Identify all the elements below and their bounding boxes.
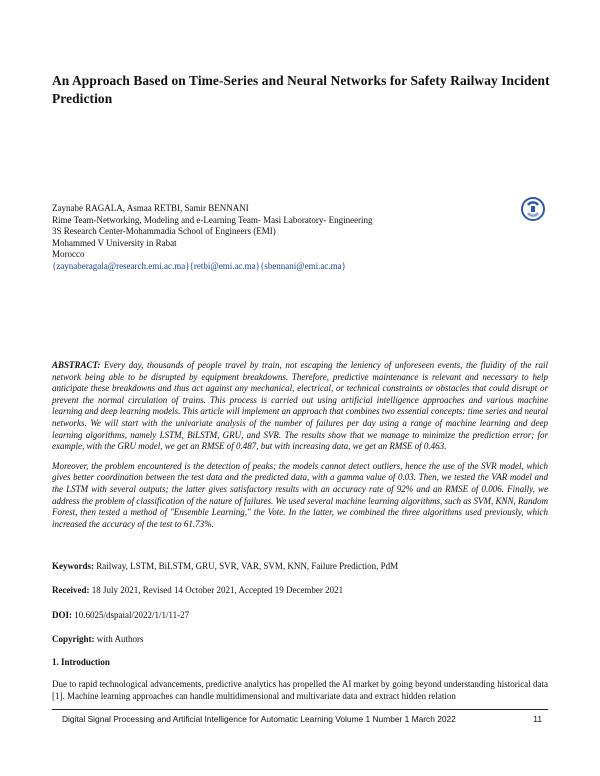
- keywords: Keywords: Railway, LSTM, BiLSTM, GRU, SVR, VAR, SVM, KNN, Failure Prediction, PdM: [52, 561, 399, 571]
- affiliation-line: Rime Team-Networking, Modeling and e-Learning Team- Masi Laboratory- Engineering: [52, 214, 373, 225]
- author-names: Zaynabe RAGALA, Asmaa RETBI, Samir BENNANI: [52, 203, 249, 213]
- page-footer: [52, 709, 548, 724]
- affiliation-line: Mohammed V University in Rabat: [52, 237, 177, 248]
- abstract-label: ABSTRACT:: [52, 360, 101, 370]
- author-block: [52, 203, 452, 273]
- paper-title: An Approach Based on Time-Series and Neural Networks for Safety Railway Incident Prediction: [52, 73, 550, 106]
- intro-text: Due to rapid technological advancements, predictive analytics has propelled the AI market by going beyond understanding historical data [1]. Machine learning approaches can handle multidimensional and multivariate data and extract hidden relation: [52, 679, 548, 701]
- section-heading: 1. Introduction: [52, 657, 110, 667]
- abstract: [52, 360, 548, 538]
- received-dates: Received: 18 July 2021, Revised 14 October 2021, Accepted 19 December 2021: [52, 585, 344, 595]
- affiliation-line: 3S Research Center-Mohammadia School of Engineers (EMI): [52, 226, 276, 237]
- abstract-paragraph: Moreover, the problem encountered is the detection of peaks; the models cannot detect outliers, hence the use of the SVR model, which gives better coordination between the test data and the predicted data, with a gamma value of 0.03. Then, we tested the VAR model and the LSTM with several outputs; the latter gives satisfactory results with an accuracy rate of 92% and an RMSE of 0.006. Finally, we address the problem of classification of the nature of failures. We used several machine learning algorithms, such as SVM, KNN, Random Forest, then tested a method of "Ensemble Learning," the Vote. In the latter, we combined the three algorithms used previously, which increased the accuracy of the test to 61.73%.: [52, 460, 548, 529]
- author-emails[interactable]: {zaynaberagala@research.emi.ac.ma}{retbi@emi.ac.ma}{sbennani@emi.ac.ma}: [52, 260, 346, 271]
- affiliation-line: Morocco: [52, 249, 85, 260]
- abstract-paragraph: ABSTRACT: Every day, thousands of people travel by train, not escaping the leniency of unforeseen events, the fluidity of the rail network being able to be disrupted by equipment breakdowns. Therefore, predictive maintenance is relevant and necessary to help anticipate these breakdowns and thus act against any mechanical, electrical, or technical constraints or obstacles that could disrupt or prevent the normal circulation of trains. This process is carried out using artificial intelligence approaches and various machine learning and deep learning models. This article will implement an approach that combines two essential concepts: time series and neural networks. We will start with the univariate analysis of the number of failures per day using a range of machine learning and deep learning algorithms, namely LSTM, BiLSTM, GRU, and SVR. The results show that we manage to minimize the prediction error; for example, with the GRU model, we get an RMSE of 0.487, but with increasing data, we get an RMSE of 0.463.: [52, 360, 548, 452]
- page-number: 11: [533, 714, 542, 724]
- journal-info: Digital Signal Processing and Artificial Intelligence for Automatic Learning Volume 1 Number 1 March 2022: [62, 714, 456, 724]
- crossmark-logo-icon[interactable]: [520, 196, 546, 222]
- copyright: Copyright: with Authors: [52, 634, 144, 644]
- doi: DOI: 10.6025/dspaial/2022/1/1/11-27: [52, 610, 190, 620]
